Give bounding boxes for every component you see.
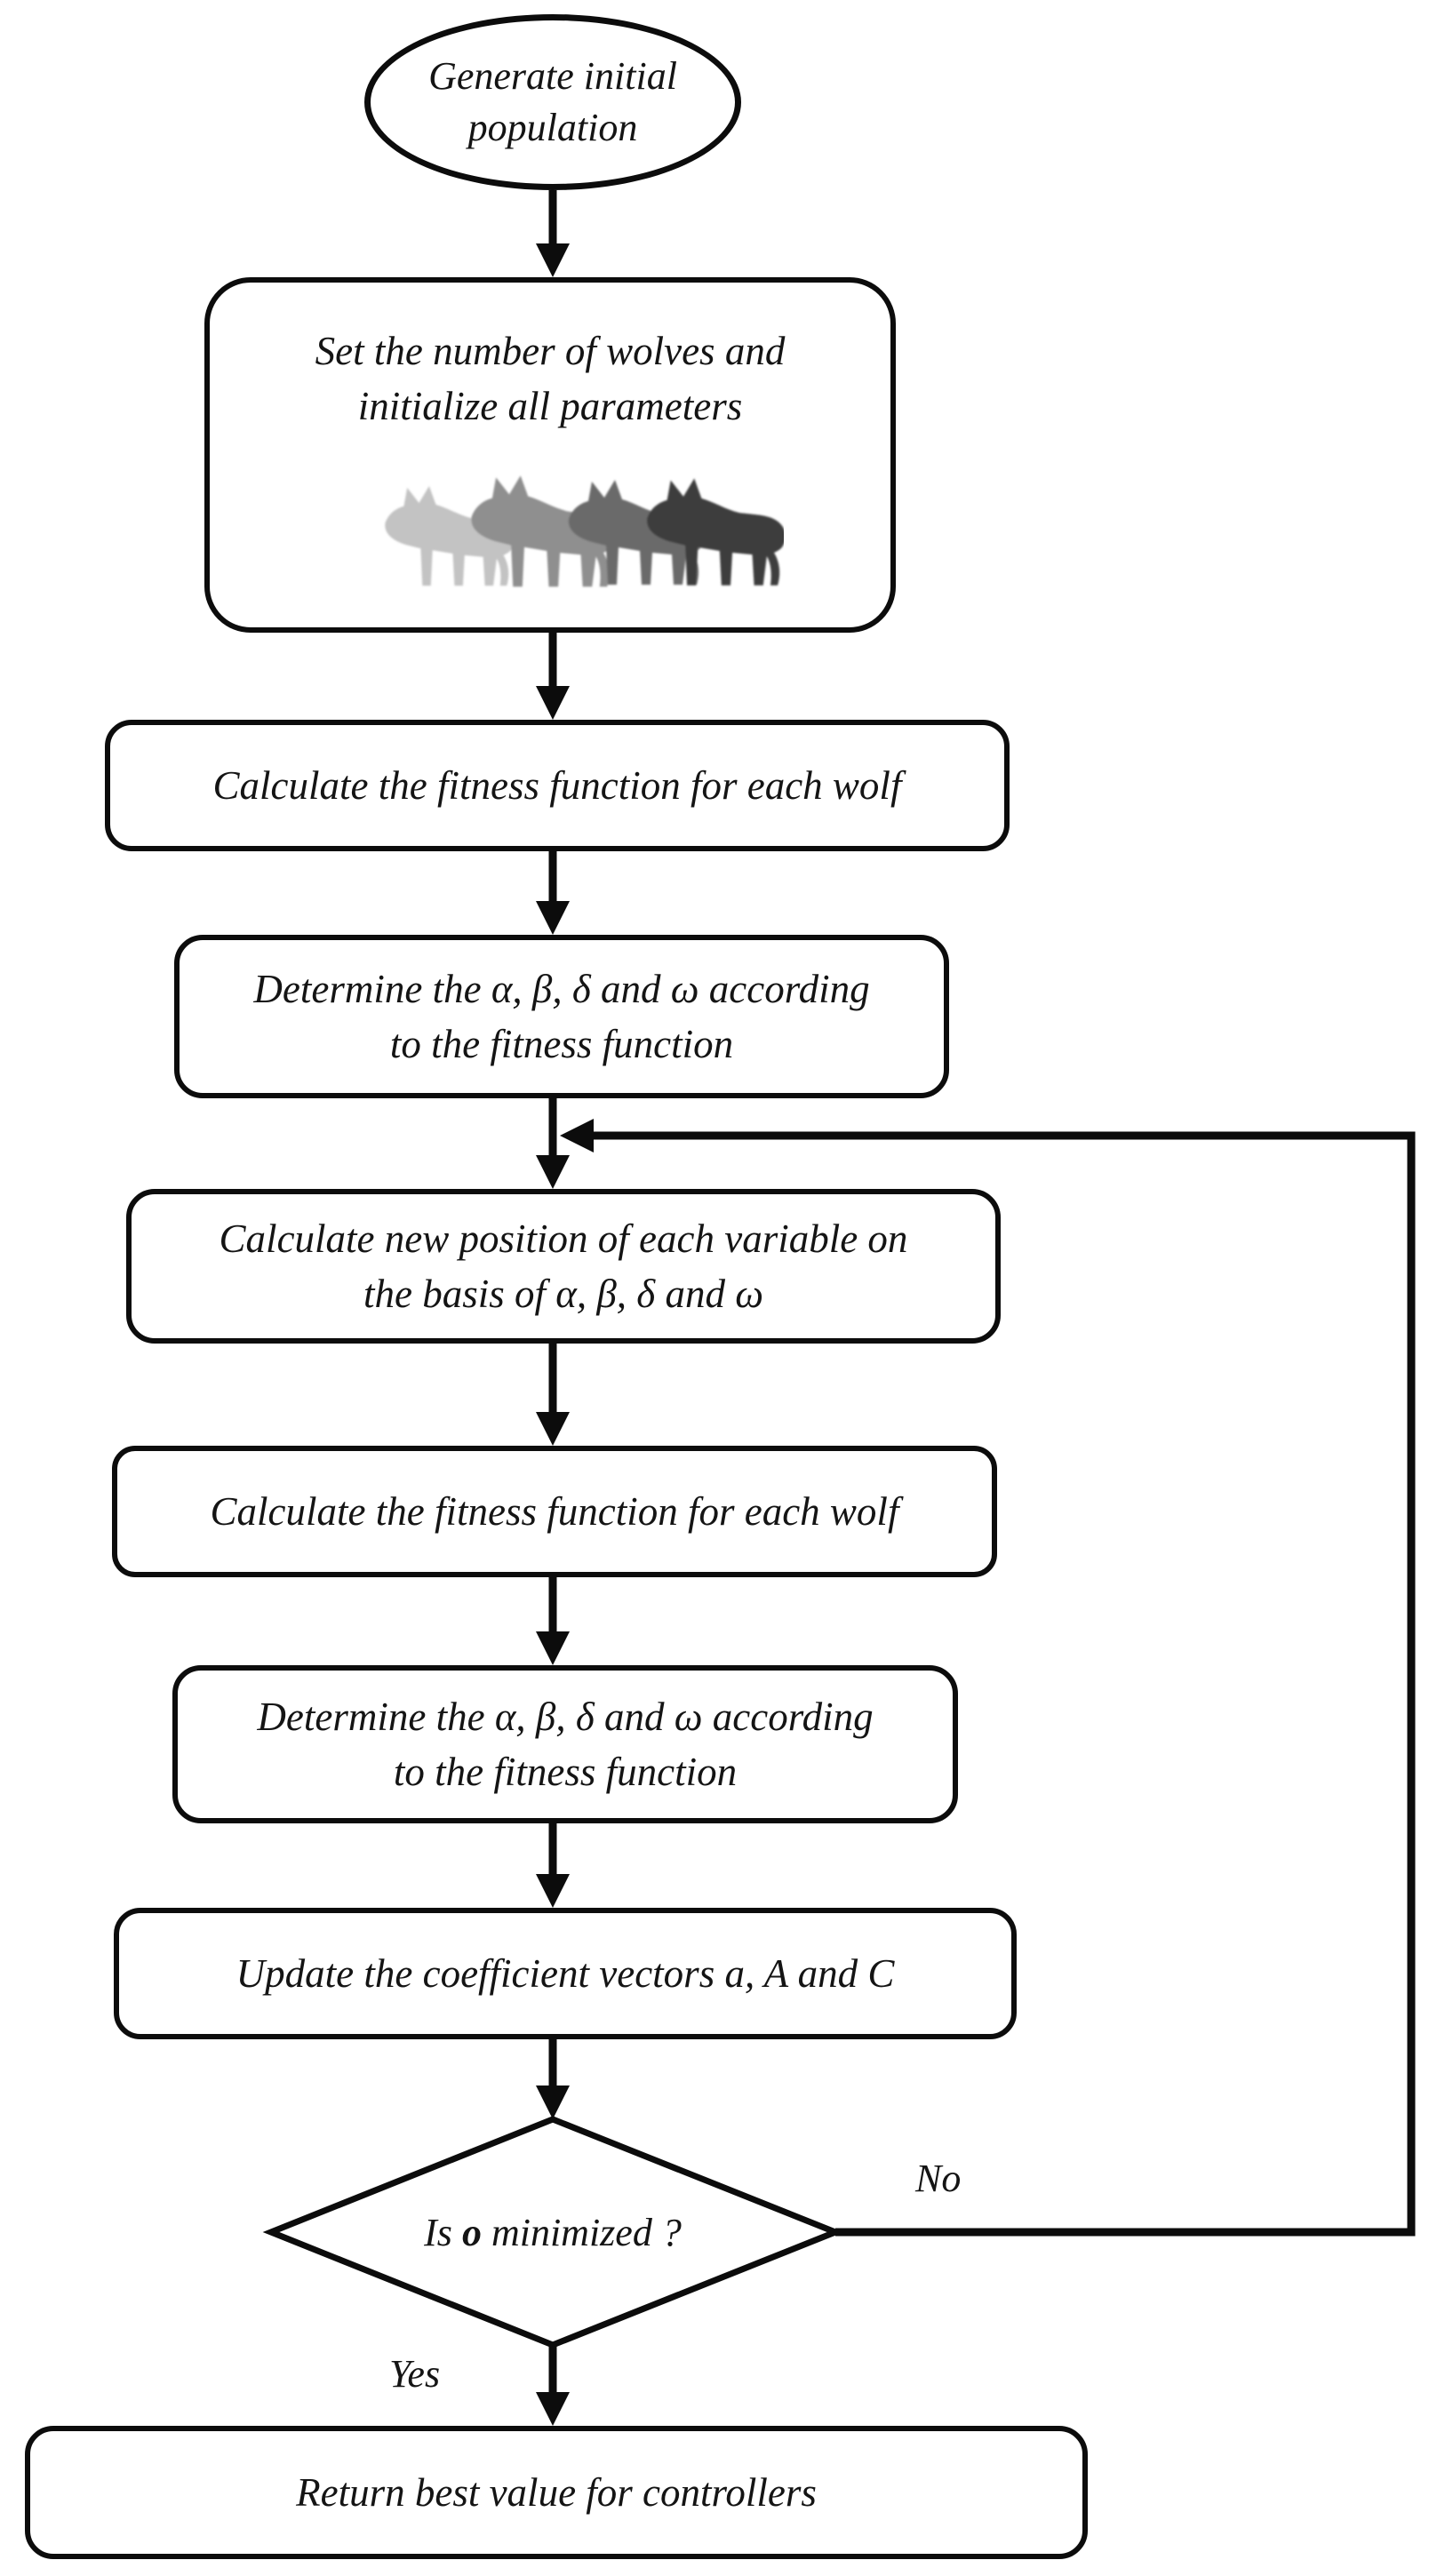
determine2-node-label-line1: Determine the α, β, δ and ω according xyxy=(257,1695,874,1739)
end-node xyxy=(25,2426,1088,2559)
decision-node-label xyxy=(391,2204,714,2261)
arrow-fitness2-to-determine2 xyxy=(536,1575,570,1665)
determine1-node-label-line2: to the fitness function xyxy=(389,1022,734,1066)
update-node-label: Update the coefficient vectors a, A and C xyxy=(236,1951,895,1996)
arrow-decision-to-end xyxy=(536,2343,570,2426)
yes-edge-label: Yes xyxy=(389,2352,441,2396)
newpos-node-label-line1: Calculate new position of each variable on xyxy=(219,1216,908,1261)
fitness1-node xyxy=(105,720,1010,851)
start-node-label-line1: Generate initial xyxy=(428,54,677,98)
init-node-label-line1: Set the number of wolves and xyxy=(315,329,786,373)
determine2-node-label-line2: to the fitness function xyxy=(393,1750,738,1794)
arrow-fitness1-to-determine1 xyxy=(536,849,570,935)
decision-label-prefix: Is xyxy=(424,2210,462,2254)
newpos-node xyxy=(126,1189,1001,1344)
arrow-start-to-init xyxy=(536,190,570,277)
fitness2-node xyxy=(112,1446,997,1577)
start-node-label-line2: population xyxy=(467,106,638,149)
init-node xyxy=(204,277,896,633)
determine2-node xyxy=(172,1665,958,1823)
determine1-node xyxy=(174,935,949,1098)
no-edge-label: No xyxy=(915,2157,962,2200)
arrow-init-to-fitness1 xyxy=(536,631,570,720)
decision-label-variable: o xyxy=(461,2210,482,2254)
init-node-label-line2: initialize all parameters xyxy=(357,384,743,428)
arrow-update-to-decision xyxy=(536,2038,570,2119)
start-node xyxy=(364,14,741,190)
wolf-pack-image xyxy=(371,451,784,608)
arrow-determine2-to-update xyxy=(536,1822,570,1908)
update-node xyxy=(114,1908,1017,2039)
fitness1-node-label: Calculate the fitness function for each wolf xyxy=(212,763,902,808)
arrow-determine1-to-newpos xyxy=(536,1097,570,1189)
arrow-newpos-to-fitness2 xyxy=(536,1342,570,1446)
end-node-label: Return best value for controllers xyxy=(296,2470,817,2515)
newpos-node-label-line2: the basis of α, β, δ and ω xyxy=(363,1272,763,1316)
determine1-node-label-line1: Determine the α, β, δ and ω according xyxy=(253,967,870,1011)
decision-label-suffix: minimized ? xyxy=(481,2210,682,2254)
fitness2-node-label: Calculate the fitness function for each wolf xyxy=(210,1489,899,1534)
